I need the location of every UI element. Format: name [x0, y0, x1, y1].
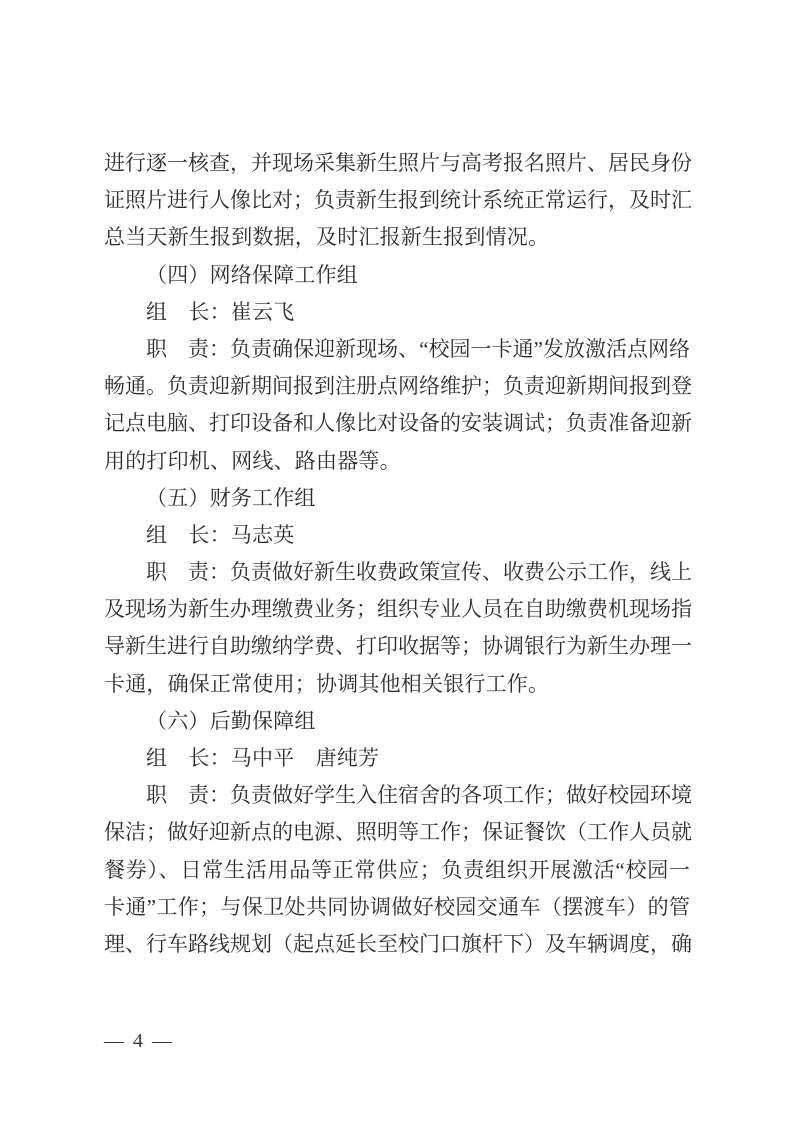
- body-text-line: 及现场为新生办理缴费业务；组织专业人员在自助缴费机现场指: [104, 597, 692, 622]
- body-text-line: 进行逐一核查，并现场采集新生照片与高考报名照片、居民身份: [104, 151, 692, 175]
- body-text-line: 组 长：崔云飞: [146, 299, 295, 324]
- body-text-line: 证照片进行人像比对；负责新生报到统计系统正常运行，及时汇: [104, 188, 692, 213]
- body-text-line: 职 责：负责做好新生收费政策宣传、收费公示工作，线上: [146, 560, 692, 585]
- page-number: — 4 —: [104, 1030, 174, 1052]
- body-text-line: （六）后勤保障组: [146, 708, 316, 733]
- body-text-line: 卡通，确保正常使用；协调其他相关银行工作。: [104, 671, 550, 696]
- body-text-line: 导新生进行自助缴纳学费、打印收据等；协调银行为新生办理一: [104, 634, 692, 659]
- body-text-line: 组 长：马志英: [146, 522, 295, 547]
- body-text-line: 记点电脑、打印设备和人像比对设备的安装调试；负责准备迎新: [104, 411, 692, 436]
- body-text-line: （五）财务工作组: [146, 485, 316, 510]
- body-text-line: 用的打印机、网线、路由器等。: [104, 448, 401, 473]
- body-text-line: 保洁；做好迎新点的电源、照明等工作；保证餐饮（工作人员就: [104, 820, 692, 845]
- body-text-line: 组 长：马中平 唐纯芳: [146, 746, 380, 770]
- body-text-line: （四）网络保障工作组: [146, 262, 358, 287]
- body-text: [104, 145, 690, 963]
- body-text-line: 职 责：负责确保迎新现场、“校园一卡通”发放激活点网络: [146, 336, 690, 361]
- body-text-line: 卡通”工作；与保卫处共同协调做好校园交通车（摆渡车）的管: [104, 894, 690, 919]
- body-text-line: 理、行车路线规划（起点延长至校门口旗杆下）及车辆调度，确: [104, 931, 692, 956]
- body-text-line: 餐券）、日常生活用品等正常供应；负责组织开展激活“校园一: [104, 857, 690, 882]
- body-text-line: 总当天新生报到数据，及时汇报新生报到情况。: [104, 225, 550, 250]
- body-text-line: 畅通。负责迎新期间报到注册点网络维护；负责迎新期间报到登: [104, 374, 692, 399]
- body-text-line: 职 责：负责做好学生入住宿舍的各项工作；做好校园环境: [146, 783, 692, 808]
